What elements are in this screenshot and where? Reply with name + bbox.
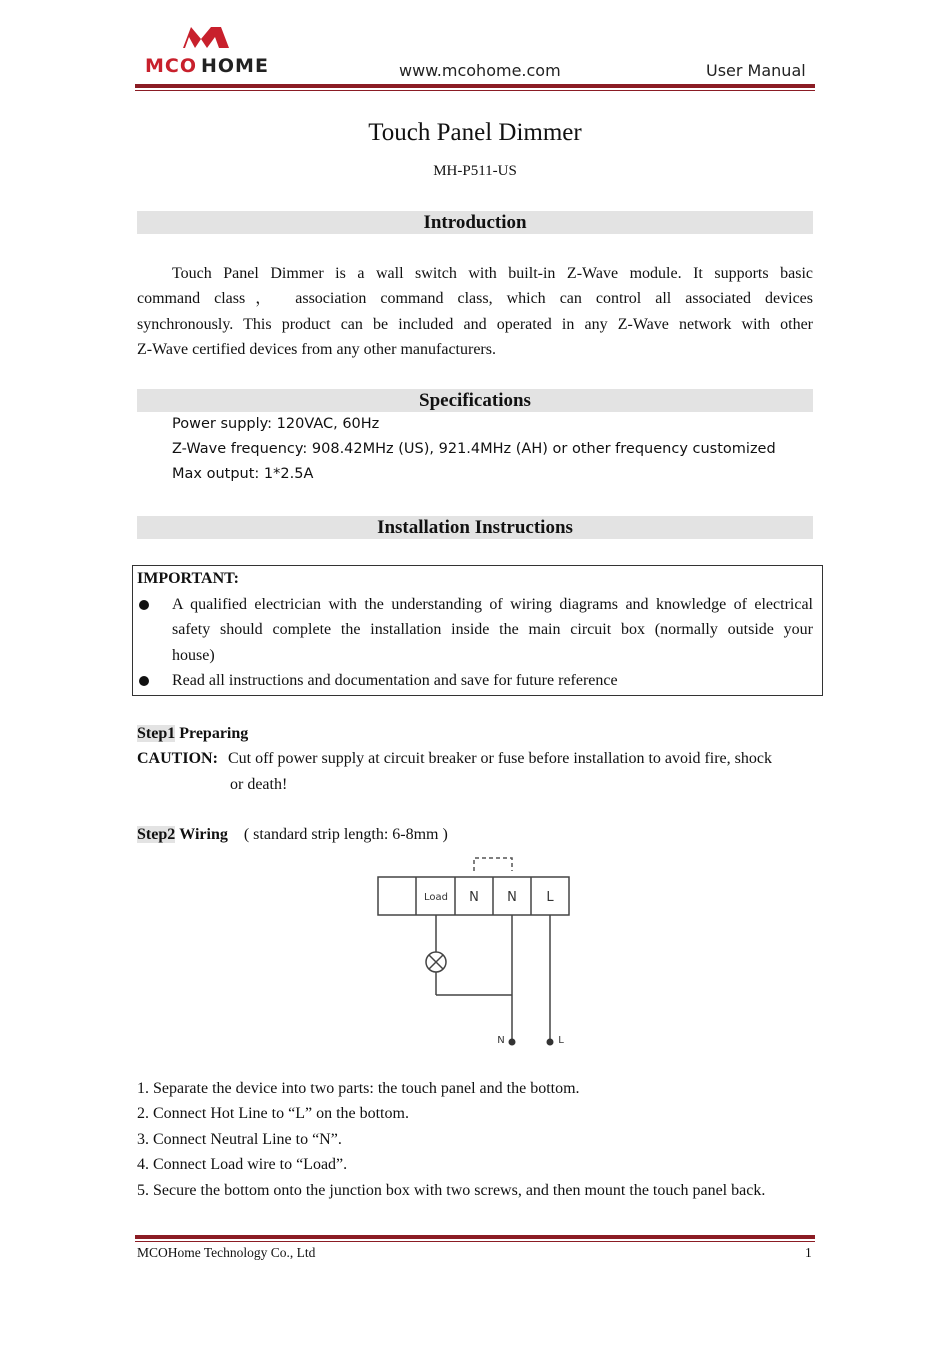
- instruction-step: 2. Connect Hot Line to “L” on the bottom.: [137, 1105, 409, 1122]
- spec-item: Power supply: 120VAC, 60Hz: [172, 416, 380, 432]
- terminal-label: L: [546, 890, 554, 905]
- wiring-diagram: [370, 853, 580, 1058]
- important-label: IMPORTANT:: [137, 570, 239, 587]
- caution-text-line1: Cut off power supply at circuit breaker or fuse before installation to avoid fire, shock: [228, 750, 772, 767]
- terminal-label: N: [507, 890, 517, 905]
- section-heading: Specifications: [419, 390, 531, 411]
- bullet-line: A qualified electrician with the understanding of wiring diagrams and knowledge of electrical: [172, 596, 813, 613]
- introduction-paragraph: [137, 261, 813, 363]
- important-bullet-1: [172, 592, 813, 668]
- instruction-step: 4. Connect Load wire to “Load”.: [137, 1156, 348, 1173]
- brand-logo: [137, 22, 287, 80]
- section-heading: Introduction: [423, 212, 527, 233]
- spec-item: Z-Wave frequency: 908.42MHz (US), 921.4MHz (AH) or other frequency customized: [172, 441, 776, 457]
- header-rule: [135, 84, 815, 88]
- header-doc-type: User Manual: [706, 61, 806, 80]
- step2-title: Wiring: [179, 826, 228, 843]
- svg-text:MCO: MCO: [145, 55, 198, 77]
- footer-rule: [135, 1235, 815, 1239]
- section-heading: Installation Instructions: [377, 517, 573, 538]
- caution-label: CAUTION:: [137, 750, 218, 767]
- footer-rule-thin: [135, 1241, 815, 1242]
- step1-heading: [137, 725, 248, 743]
- terminal-label: Load: [424, 892, 448, 903]
- bullet-dot: [139, 600, 149, 610]
- section-bar-introduction: [137, 211, 813, 234]
- instruction-step: 1. Separate the device into two parts: the touch panel and the bottom.: [137, 1080, 580, 1097]
- step2-note: ( standard strip length: 6-8mm ): [243, 826, 448, 843]
- wire-label: L: [558, 1035, 564, 1046]
- footer-company: MCOHome Technology Co., Ltd: [137, 1245, 316, 1260]
- header-rule-thin: [135, 90, 815, 91]
- document-title: Touch Panel Dimmer: [368, 119, 582, 146]
- instruction-step: 3. Connect Neutral Line to “N”.: [137, 1131, 342, 1148]
- model-number: MH-P511-US: [433, 163, 517, 179]
- svg-text:HOME: HOME: [201, 55, 269, 77]
- important-bullet-2: Read all instructions and documentation and save for future reference: [172, 672, 618, 689]
- header-website: www.mcohome.com: [399, 61, 561, 80]
- instruction-step: 5. Secure the bottom onto the junction box with two screws, and then mount the touch panel back.: [137, 1182, 766, 1199]
- section-bar-specifications: [137, 389, 813, 412]
- step2-label: Step2: [137, 826, 176, 843]
- bullet-dot: [139, 676, 149, 686]
- intro-line: synchronously. This product can be included and operated in any Z-Wave network with other: [137, 315, 813, 333]
- caution-text-line2: or death!: [230, 776, 288, 793]
- step2-heading: [137, 826, 448, 844]
- bullet-line: house): [172, 646, 215, 664]
- step1-label: Step1: [137, 725, 176, 742]
- intro-line: Touch Panel Dimmer is a wall switch with built-in Z-Wave module. It supports basic: [172, 265, 813, 282]
- spec-item: Max output: 1*2.5A: [172, 466, 314, 482]
- wire-label: N: [497, 1035, 505, 1046]
- terminal-label: N: [469, 890, 479, 905]
- page-number: 1: [805, 1245, 812, 1260]
- section-bar-installation: [137, 516, 813, 539]
- intro-line: command class， association command class, which can control all associated devices: [137, 290, 813, 308]
- intro-line: Z-Wave certified devices from any other manufacturers.: [137, 341, 496, 359]
- bullet-line: safety should complete the installation inside the main circuit box (normally outside your: [172, 621, 813, 639]
- step1-title: Preparing: [179, 725, 249, 742]
